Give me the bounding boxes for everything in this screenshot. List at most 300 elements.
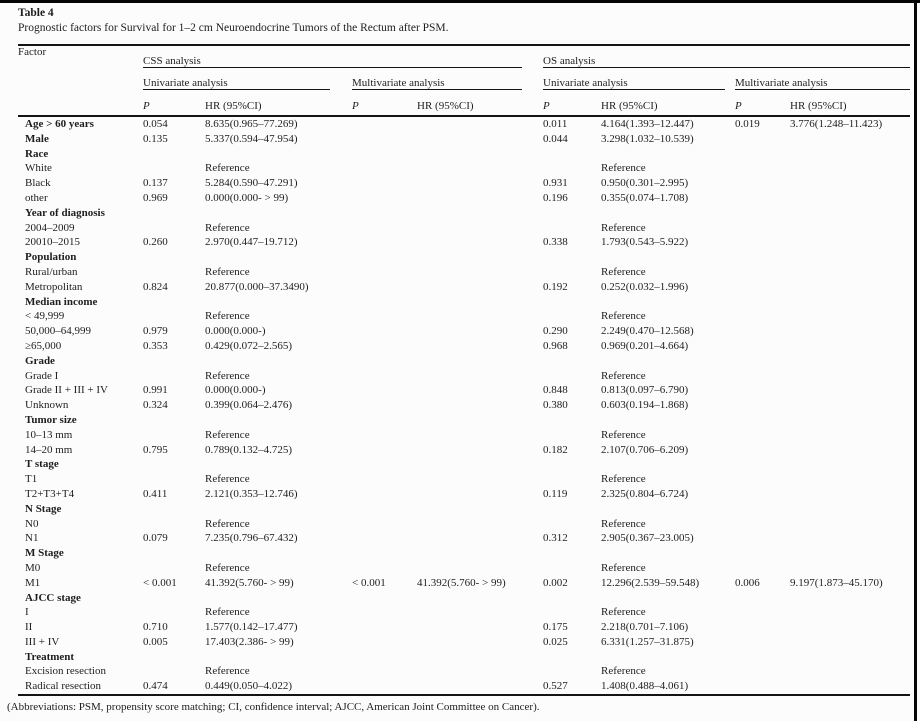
gap-cell	[725, 309, 735, 324]
hr-value-cell	[205, 250, 330, 265]
p-value-cell	[143, 206, 205, 221]
gap-cell	[522, 354, 543, 369]
hr-value-cell	[205, 457, 330, 472]
gap-cell	[522, 620, 543, 635]
p-value-cell	[352, 132, 417, 147]
table-header	[18, 45, 910, 116]
p-value-cell: 0.044	[543, 132, 568, 145]
hr-value-cell	[205, 354, 330, 369]
hr-value-cell: 6.331(1.257–31.875)	[601, 635, 694, 648]
gap-cell	[725, 147, 735, 162]
p-value-cell	[352, 354, 417, 369]
prognostic-factors-table	[18, 44, 910, 696]
hr-value-cell	[790, 591, 910, 606]
hr-value-cell	[417, 517, 522, 532]
gap-cell	[522, 369, 543, 384]
p-value-cell: 0.969	[143, 191, 168, 204]
table-number: Table 4	[18, 7, 54, 19]
hr-value-cell: Reference	[205, 606, 250, 619]
gap-cell	[725, 250, 735, 265]
p-value-cell: 0.411	[143, 487, 168, 500]
gap-cell	[330, 664, 352, 679]
gap-cell	[522, 605, 543, 620]
p-value-cell	[143, 147, 205, 162]
p-value-cell	[735, 487, 790, 502]
p-value-cell	[143, 250, 205, 265]
table-row	[18, 250, 910, 265]
hr-value-cell	[790, 546, 910, 561]
p-value-cell	[143, 472, 205, 487]
gap-cell	[522, 398, 543, 413]
hr-value-cell: Reference	[601, 517, 646, 530]
hr-value-cell: Reference	[601, 561, 646, 574]
factor-column-header: Factor	[18, 45, 143, 116]
table-row	[18, 517, 910, 532]
hr-value-cell	[790, 413, 910, 428]
p-value-cell	[735, 428, 790, 443]
hr-value-cell	[417, 295, 522, 310]
hr-value-cell	[790, 132, 910, 147]
hr-value-cell	[790, 383, 910, 398]
group-gap	[522, 45, 543, 68]
gap-cell	[725, 413, 735, 428]
p-value-cell	[543, 309, 601, 324]
table-row	[18, 591, 910, 606]
p-value-cell	[352, 369, 417, 384]
p-value-cell: 0.019	[735, 118, 760, 130]
hr-value-cell: Reference	[601, 369, 646, 382]
hr-value-cell	[417, 664, 522, 679]
gap-cell	[522, 635, 543, 650]
p-value-cell: 0.991	[143, 384, 168, 397]
hr-value-cell	[790, 280, 910, 295]
gap-cell	[522, 561, 543, 576]
p-value-cell	[143, 369, 205, 384]
hr-value-cell: 3.298(1.032–10.539)	[601, 132, 694, 145]
p-value-cell	[735, 221, 790, 236]
factor-cell: III + IV	[25, 635, 60, 648]
hr-value-cell	[601, 546, 725, 561]
gap-cell	[725, 324, 735, 339]
p-value-cell	[143, 650, 205, 665]
p-value-cell: 0.324	[143, 399, 168, 412]
p-value-cell	[543, 354, 601, 369]
hr-value-cell	[205, 295, 330, 310]
gap-cell	[522, 265, 543, 280]
hr-value-cell	[790, 295, 910, 310]
gap-cell	[522, 280, 543, 295]
p-value-cell	[352, 591, 417, 606]
p-value-cell	[543, 502, 601, 517]
hr-value-cell: 0.603(0.194–1.868)	[601, 399, 689, 412]
p-value-cell	[352, 664, 417, 679]
factor-cell: N1	[25, 532, 39, 545]
p-value-cell: 0.182	[543, 443, 568, 456]
p-value-cell	[143, 517, 205, 532]
hr-value-cell	[205, 413, 330, 428]
gap-cell	[522, 664, 543, 679]
table-row	[18, 206, 910, 221]
table-row	[18, 265, 910, 280]
gap-cell	[725, 176, 735, 191]
p-value-cell	[735, 472, 790, 487]
factor-cell: I	[25, 606, 29, 619]
hr-value-cell: Reference	[601, 310, 646, 323]
p-value-cell	[735, 546, 790, 561]
gap-cell	[330, 546, 352, 561]
hr-header: HR (95%CI)	[790, 90, 910, 117]
factor-cell: 14–20 mm	[25, 443, 73, 456]
subgroup-header-row	[18, 68, 910, 90]
p-value-cell	[735, 309, 790, 324]
hr-value-cell: Reference	[205, 665, 250, 678]
gap-cell	[522, 191, 543, 206]
hr-value-cell	[417, 369, 522, 384]
hr-value-cell	[417, 561, 522, 576]
p-value-cell: 0.848	[543, 384, 568, 397]
gap-cell	[330, 517, 352, 532]
hr-value-cell: 0.449(0.050–4.022)	[205, 679, 330, 695]
gap-cell	[330, 176, 352, 191]
table-row	[18, 354, 910, 369]
hr-value-cell	[790, 206, 910, 221]
gap-cell	[330, 161, 352, 176]
page-right-border	[914, 0, 917, 721]
table-row	[18, 487, 910, 502]
p-value-cell	[735, 502, 790, 517]
page-top-border	[0, 0, 920, 3]
hr-value-cell: 12.296(2.539–59.548)	[601, 576, 700, 589]
gap-cell	[522, 546, 543, 561]
gap-cell	[725, 591, 735, 606]
hr-value-cell: 0.355(0.074–1.708)	[601, 191, 689, 204]
gap-cell	[725, 369, 735, 384]
p-value-cell	[352, 221, 417, 236]
gap-cell	[522, 147, 543, 162]
gap-cell	[725, 132, 735, 147]
p-value-cell	[352, 280, 417, 295]
os-analysis-group-header: OS analysis	[543, 45, 910, 68]
p-value-cell	[543, 517, 601, 532]
gap-cell	[330, 591, 352, 606]
hr-value-cell: 3.776(1.248–11.423)	[790, 118, 883, 130]
p-value-cell: 0.119	[543, 487, 568, 500]
table-row	[18, 679, 910, 695]
hr-value-cell	[790, 561, 910, 576]
hr-value-cell: Reference	[205, 517, 250, 530]
hr-value-cell	[790, 191, 910, 206]
table-row	[18, 369, 910, 384]
gap-cell	[330, 650, 352, 665]
table-row	[18, 383, 910, 398]
gap-cell	[330, 206, 352, 221]
gap-cell	[522, 443, 543, 458]
table-row	[18, 176, 910, 191]
hr-value-cell	[790, 605, 910, 620]
gap-cell	[522, 235, 543, 250]
hr-value-cell	[601, 147, 725, 162]
hr-value-cell	[601, 502, 725, 517]
gap-cell	[725, 679, 735, 695]
gap-cell	[725, 531, 735, 546]
p-value-cell	[543, 664, 601, 679]
factor-section-cell: AJCC stage	[25, 591, 81, 604]
hr-value-cell	[417, 339, 522, 354]
gap-cell	[725, 398, 735, 413]
table-row	[18, 457, 910, 472]
hr-value-cell	[205, 546, 330, 561]
p-value-cell	[543, 265, 601, 280]
hr-value-cell: 2.218(0.701–7.106)	[601, 621, 689, 634]
gap-cell	[725, 457, 735, 472]
p-value-cell	[143, 546, 205, 561]
p-value-cell	[735, 339, 790, 354]
table-row	[18, 309, 910, 324]
hr-value-cell	[790, 250, 910, 265]
hr-value-cell: Reference	[205, 561, 250, 574]
factor-cell: T1	[25, 473, 38, 486]
p-value-cell	[352, 679, 417, 695]
gap-cell	[330, 561, 352, 576]
p-value-cell	[735, 531, 790, 546]
gap-cell	[725, 546, 735, 561]
hr-value-cell: 0.000(0.000-)	[205, 384, 266, 397]
gap-cell	[725, 605, 735, 620]
p-value-cell	[352, 413, 417, 428]
hr-value-cell	[790, 443, 910, 458]
hr-value-cell	[790, 428, 910, 443]
hr-value-cell	[417, 605, 522, 620]
gap-cell	[725, 517, 735, 532]
p-value-cell	[352, 620, 417, 635]
gap-cell	[725, 635, 735, 650]
p-value-cell	[543, 369, 601, 384]
hr-value-cell	[790, 235, 910, 250]
hr-value-cell	[417, 265, 522, 280]
p-value-cell: 0.353	[143, 339, 168, 352]
p-value-cell: 0.192	[543, 280, 568, 293]
factor-cell: 2004–2009	[25, 221, 75, 234]
p-value-cell: 0.175	[543, 621, 568, 634]
hr-value-cell	[601, 457, 725, 472]
hr-value-cell	[790, 650, 910, 665]
p-value-cell	[543, 561, 601, 576]
p-value-cell	[143, 502, 205, 517]
p-value-cell	[352, 398, 417, 413]
css-multivariate-header: Multivariate analysis	[352, 68, 522, 90]
p-value-cell	[352, 250, 417, 265]
hr-value-cell	[790, 517, 910, 532]
p-value-cell	[735, 295, 790, 310]
factor-cell: 50,000–64,999	[25, 325, 91, 338]
gap-cell	[330, 147, 352, 162]
p-value-cell	[143, 561, 205, 576]
p-value-cell	[143, 605, 205, 620]
gap-cell	[330, 605, 352, 620]
hr-value-cell	[417, 221, 522, 236]
factor-cell: Grade II + III + IV	[25, 384, 108, 397]
p-value-cell	[735, 591, 790, 606]
table-row	[18, 605, 910, 620]
hr-value-cell	[790, 161, 910, 176]
p-value-cell	[543, 206, 601, 221]
gap-cell	[725, 472, 735, 487]
table-row	[18, 635, 910, 650]
factor-cell: N0	[25, 517, 39, 530]
hr-value-cell: 8.635(0.965–77.269)	[205, 118, 298, 130]
hr-value-cell: 0.000(0.000-)	[205, 325, 266, 338]
p-value-cell	[735, 354, 790, 369]
p-value-cell: 0.054	[143, 118, 168, 130]
p-value-cell	[735, 605, 790, 620]
factor-section-cell: Year of diagnosis	[25, 206, 105, 219]
header-gap	[330, 90, 352, 117]
p-value-cell	[352, 472, 417, 487]
p-value-cell	[352, 531, 417, 546]
p-value-cell	[735, 457, 790, 472]
hr-header: HR (95%CI)	[417, 90, 522, 117]
hr-value-cell	[790, 339, 910, 354]
hr-value-cell: 0.813(0.097–6.790)	[601, 384, 689, 397]
gap-cell	[522, 221, 543, 236]
hr-value-cell: 5.284(0.590–47.291)	[205, 177, 298, 190]
p-value-cell: 0.795	[143, 443, 168, 456]
p-value-cell: 0.931	[543, 177, 568, 190]
p-value-cell	[143, 413, 205, 428]
gap-cell	[522, 502, 543, 517]
factor-cell: Black	[25, 177, 51, 190]
factor-cell: White	[25, 162, 52, 175]
hr-value-cell	[417, 235, 522, 250]
p-value-cell	[735, 620, 790, 635]
p-value-cell: 0.338	[543, 236, 568, 249]
table-row	[18, 324, 910, 339]
p-value-cell	[352, 191, 417, 206]
gap-cell	[725, 443, 735, 458]
hr-value-cell	[790, 369, 910, 384]
table-row	[18, 413, 910, 428]
hr-value-cell	[417, 546, 522, 561]
hr-value-cell	[790, 354, 910, 369]
p-value-cell: 0.006	[735, 576, 760, 589]
p-value-cell	[735, 235, 790, 250]
p-value-cell: 0.290	[543, 325, 568, 338]
p-header: P	[352, 90, 417, 117]
hr-value-cell	[417, 324, 522, 339]
gap-cell	[330, 309, 352, 324]
gap-cell	[330, 635, 352, 650]
gap-cell	[330, 250, 352, 265]
p-value-cell	[735, 561, 790, 576]
gap-cell	[725, 576, 735, 591]
gap-cell	[330, 457, 352, 472]
hr-value-cell: Reference	[205, 265, 250, 278]
factor-section-cell: Population	[25, 251, 77, 264]
p-value-cell: 0.137	[143, 177, 168, 190]
p-value-cell	[735, 413, 790, 428]
hr-value-cell	[790, 487, 910, 502]
gap-cell	[725, 620, 735, 635]
p-value-cell	[352, 161, 417, 176]
hr-value-cell: 2.107(0.706–6.209)	[601, 443, 689, 456]
table-title: Prognostic factors for Survival for 1–2 cm Neuroendocrine Tumors of the Rectum after PSM.	[18, 22, 449, 34]
hr-value-cell: 2.905(0.367–23.005)	[601, 532, 694, 545]
p-value-cell	[543, 147, 601, 162]
hr-value-cell: Reference	[601, 606, 646, 619]
gap-cell	[522, 591, 543, 606]
hr-value-cell	[601, 206, 725, 221]
hr-value-cell	[790, 309, 910, 324]
subgroup-gap	[725, 68, 735, 90]
p-value-cell: 0.527	[543, 679, 601, 695]
table-row	[18, 339, 910, 354]
gap-cell	[330, 339, 352, 354]
p-value-cell	[352, 561, 417, 576]
p-value-cell: < 0.001	[352, 576, 386, 589]
hr-value-cell: Reference	[601, 265, 646, 278]
hr-value-cell	[417, 206, 522, 221]
p-value-cell	[543, 650, 601, 665]
hr-value-cell	[417, 383, 522, 398]
hr-value-cell	[790, 324, 910, 339]
factor-section-cell: N Stage	[25, 502, 62, 515]
hr-value-cell	[417, 531, 522, 546]
subgroup-gap	[330, 68, 352, 90]
hr-value-cell	[417, 457, 522, 472]
gap-cell	[725, 235, 735, 250]
hr-value-cell	[417, 191, 522, 206]
hr-value-cell: 2.325(0.804–6.724)	[601, 487, 689, 500]
factor-cell: other	[25, 191, 48, 204]
p-value-cell	[543, 457, 601, 472]
hr-value-cell	[205, 650, 330, 665]
p-value-cell	[143, 428, 205, 443]
hr-value-cell: Reference	[205, 428, 250, 441]
gap-cell	[522, 517, 543, 532]
gap-cell	[330, 398, 352, 413]
gap-cell	[330, 487, 352, 502]
gap-cell	[725, 265, 735, 280]
hr-value-cell: 1.408(0.488–4.061)	[601, 679, 725, 695]
gap-cell	[522, 339, 543, 354]
gap-cell	[522, 309, 543, 324]
factor-cell: Radical resection	[18, 679, 143, 695]
gap-cell	[725, 487, 735, 502]
table-row	[18, 235, 910, 250]
gap-cell	[725, 116, 735, 132]
p-value-cell	[143, 354, 205, 369]
css-analysis-group-header: CSS analysis	[143, 45, 522, 68]
hr-value-cell	[417, 132, 522, 147]
table-row	[18, 132, 910, 147]
gap-cell	[330, 265, 352, 280]
table-row	[18, 502, 910, 517]
p-value-cell: 0.135	[143, 132, 168, 145]
factor-section-cell: T stage	[25, 458, 59, 471]
p-value-cell	[735, 191, 790, 206]
hr-value-cell	[417, 443, 522, 458]
p-value-cell	[543, 605, 601, 620]
gap-cell	[725, 191, 735, 206]
p-value-cell: 0.824	[143, 280, 168, 293]
p-value-cell	[735, 265, 790, 280]
table-row	[18, 280, 910, 295]
factor-cell: Grade I	[25, 369, 59, 382]
p-value-cell	[735, 176, 790, 191]
p-value-cell: 0.011	[543, 118, 568, 130]
header-gap	[725, 90, 735, 117]
gap-cell	[522, 487, 543, 502]
